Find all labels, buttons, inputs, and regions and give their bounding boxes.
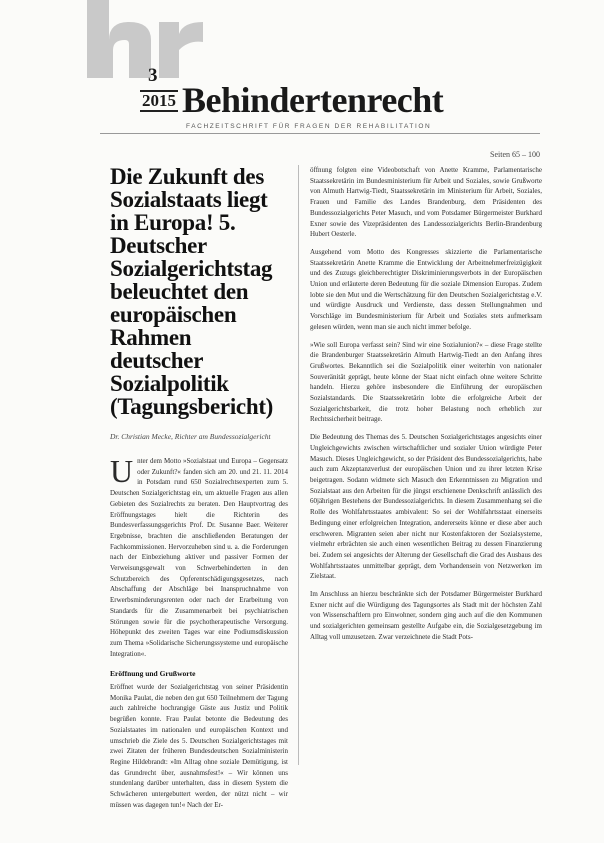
issue-number: 3	[148, 65, 158, 86]
intro-text: nter dem Motto »Sozialstaat und Europa – Gegensatz oder Zukunft?« fanden sich am 20. und 21. 11. 2014 in Potsdam rund 650 Sozialrechtsexperten zum 5. Deutschen Sozialgerichtstag ein, um aktuelle Fragen aus allen Gebieten des Sozialrechts zu beraten. Den Hauptvortrag des Eröffnungstages hielt die Richterin des Bundesverfassungsgerichts Prof. Dr. Susanne Baer. Weiterer Ergebnisse, brachten die anschließenden Beratungen der Fachkommissionen. Hervorzuheben sind u. a. die Forderungen nach der Einbeziehung aktiver und passiver Formen der Verweisungsgewalt von Schwerbehinderten in den Schutzbereich des Opferentschädigungsgesetzes, nach Abschaffung der Abschläge bei Inanspruchnahme von Erwerbsminderungsrenten oder nach der Erarbeitung von Standards für die Zusammenarbeit bei psychiatrischen Störungen sowie für die psychotherapeutische Versorgung. Höhepunkt des zweiten Tages war eine Podiumsdiskussion zum Thema »Solidarische Sicherungssysteme und europäische Integration«.	[110, 457, 288, 658]
body-paragraph: Ausgehend vom Motto des Kongresses skizzierte die Parlamentarische Staatssekretärin Anette Kramme die Entwicklung der Arbeitnehmerfreizügigkeit und des Zuzugs gleichberechtigter Diskriminierungsverbots in der Europäischen Union und erläuterte deren Bedeutung für die soziale Dimension Europas. Zudem lobte sie den Mut und die Wertschätzung für den Deutschen Sozialgerichtstag e.V. und würdigte Ausdruck und Verdienste, dass dessen Stellungnahmen und Vorschläge im Bundesministerium für Arbeit und Soziales stets aufmerksam gelesen würden, wenn man sie auch nicht immer befolge.	[310, 247, 542, 331]
intro-paragraph	[110, 453, 288, 659]
body-paragraph: Im Anschluss an hierzu beschränkte sich der Potsdamer Bürgermeister Burkhard Exner nicht auf die Würdigung des Tagungsortes als Stadt mit der höchsten Zahl von Wissenschaftlern pro Einwohner, sondern ging auch auf die den Kommunen und sozialgerichten gemeinsam gestellte Aufgabe ein, die Sozialgesetzgebung im Alltag voll umzusetzen. Zwar verzeichnete die Stadt Pots-	[310, 590, 542, 641]
journal-title: Behindertenrecht	[182, 80, 444, 120]
issue-year: 2015	[142, 91, 176, 110]
body-paragraph: Die Bedeutung des Themas des 5. Deutschen Sozialgerichtstages angesichts einer Ungleichgewichts zwischen wirtschaftlicher und sozialer Union würdigte Peter Masuch. Dieses Ungleichgewicht, so der Präsident des Bundessozialgerichts, habe auch zum Akzeptanzverlust der europäischen Union und zu ihrer letzten Krise beigetragen. Sodann widmete sich Masuch den Erkenntnissen zu Migration und Sozialstaat aus den Arbeiten für die jüngst erschienene Denkschrift anlässlich des 60jährigen Bestehens der Bundessozialgerichts. In diesem Zusammenhang sei die Rolle des Wohlfahrtsstaates ambivalent: So sei der Wohlfahrtsstaat einerseits Bedingung einer erfolgreichen Integration, andererseits könne er diese aber auch erschweren. Migranten seien aber nicht nur Kostenfaktoren der Sozialsysteme, vielmehr erbrächten sie auch einen wesentlichen Beitrag zu dessen Finanzierung bei. Zudem sei angesichts der Alterung der Gesellschaft die Grad des Ausbaus des Wohlfahrtsstaates unmittelbar geprägt, dem Vorhandensein von Netzwerken im Zielstaat.	[310, 433, 542, 581]
body-paragraph: Eröffnet wurde der Sozialgerichtstag von seiner Präsidentin Monika Paulat, die neben den gut 650 Teilnehmern der Tagung auch zahlreiche hochrangige Gäste aus Justiz und Politik begrüßen konnte. Frau Paulat betonte die Bedeutung des Sozialstaates im nationalen und europäischen Kontext und umschrieb die Ziele des 5. Deutschen Sozialgerichtstages mit zwei Zitaten der früheren Bundesdeutschen Sozialministerin Regine Hildebrandt: »Im Alltag ohne soziale Demütigung, ist das Grundrecht über, ausnahmsfest!« – Wir können uns stundenlang darüber unterhalten, dass in diesem System die Schwächeren untergebuttert werden, der nützt nicht – wir müssen was dagegen tun!« Nach der Er-	[110, 683, 288, 809]
page-range: Seiten 65 – 100	[490, 150, 540, 159]
masthead-rule	[100, 133, 540, 134]
body-paragraph: öffnung folgten eine Videobotschaft von Anette Kramme, Parlamentarische Staatssekretärin im Bundesministerium für Arbeit und Soziales, sowie Grußworte von Almuth Hartwig-Tiedt, Staatssekretärin im Ministerium für Arbeit, Soziales, Frauen und Familie des Landes Brandenburg, dem Präsidenten des Bundessozialgerichts Peter Masuch, und vom Potsdamer Bürgermeister Burkhard Exner sowie des Vizepräsidenten des Landessozialgerichts Berlin-Brandenburg Hubert Oesterle.	[310, 166, 542, 239]
left-column	[110, 165, 288, 818]
journal-subtitle: FACHZEITSCHRIFT FÜR FRAGEN DER REHABILITATION	[186, 123, 432, 130]
column-divider	[298, 165, 299, 765]
hr-logo	[85, 0, 205, 78]
section-heading: Eröffnung und Grußworte	[110, 669, 196, 679]
article-author: Dr. Christian Mecke, Richter am Bundessozialgericht	[110, 432, 271, 441]
body-paragraph: »Wie soll Europa verfasst sein? Sind wir eine Sozialunion?« – diese Frage stellte die Brandenburger Staatssekretärin Almuth Hartwig-Tiedt an den Anfang ihres Grußwortes. Bekanntlich sei die Sozialpolitik einer weiterhin von nationaler Souveränität geprägt, heute könne der Staat nicht einfach ohne weitere Schritte handeln. Hierzu gehöre insbesondere die Einführung der europäischen Sozialstandards. Die Staatssekretärin lobte die erfolgreiche Arbeit der Sozialgerichtsbarkeit, die trotz hoher Belastung noch erheblich zur Rechtssicherheit beitrage.	[310, 340, 542, 424]
right-column	[310, 165, 542, 650]
article-title: Die Zukunft des Sozialstaats liegt in Europa! 5. Deutscher Sozialgerichtstag beleuchtet den europäischen Rahmen deutscher Sozialpolitik (Tagungsbericht)	[110, 164, 274, 419]
drop-cap: U	[110, 453, 134, 489]
